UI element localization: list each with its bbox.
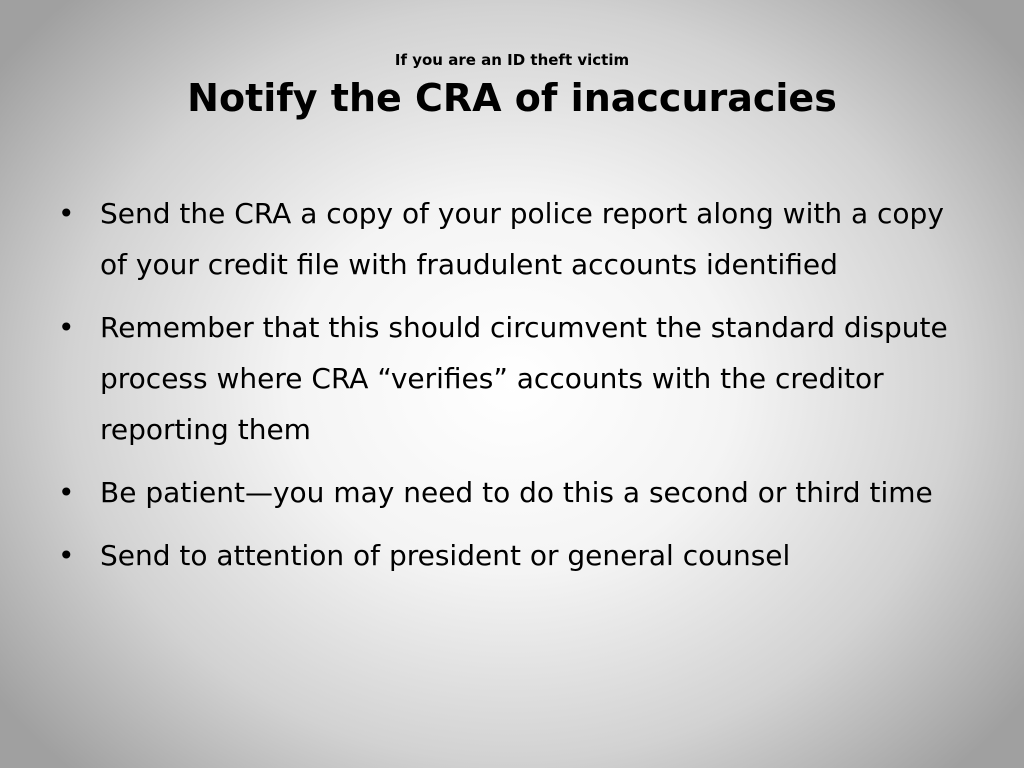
bullet-dot-icon: • <box>58 197 75 230</box>
bullet-text: Send the CRA a copy of your police report along with a copy of your credit file with fraudulent accounts identified <box>100 197 944 281</box>
title-block <box>0 48 1024 124</box>
bullet-list <box>58 188 958 593</box>
bullet-item <box>58 467 958 518</box>
bullet-item <box>58 302 958 455</box>
bullet-dot-icon: • <box>58 539 75 572</box>
bullet-text: Send to attention of president or general counsel <box>100 539 791 572</box>
slide-title: Notify the CRA of inaccuracies <box>187 76 837 120</box>
bullet-dot-icon: • <box>58 476 75 509</box>
bullet-text: Be patient—you may need to do this a second or third time <box>100 476 933 509</box>
bullet-text: Remember that this should circumvent the standard dispute process where CRA “verifies” accounts with the creditor reporting them <box>100 311 948 446</box>
slide-subtitle: If you are an ID theft victim <box>394 51 630 69</box>
bullet-dot-icon: • <box>58 311 75 344</box>
bullet-item <box>58 188 958 290</box>
bullet-item <box>58 530 958 581</box>
